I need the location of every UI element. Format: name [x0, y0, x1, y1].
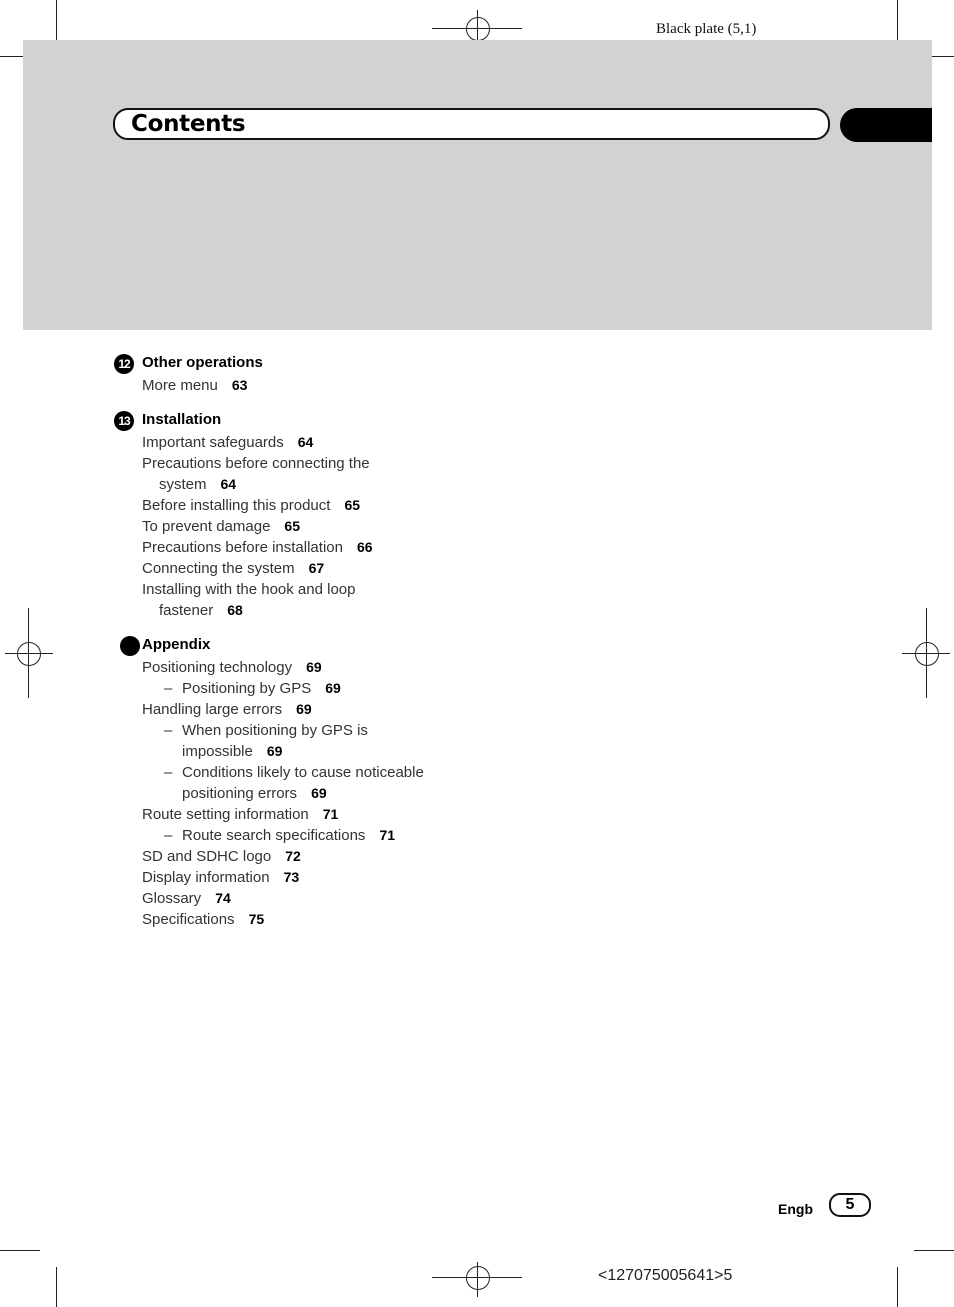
toc-entry-continued: [182, 741, 282, 762]
entry-dash: –: [164, 680, 173, 697]
entry-text: system: [159, 476, 207, 493]
toc-entry: [164, 825, 395, 846]
entry-page: 69: [325, 680, 341, 696]
crop-mark: [0, 1250, 40, 1251]
entry-dash: –: [164, 722, 173, 739]
entry-page: 64: [297, 434, 314, 450]
toc-entry: [142, 453, 370, 474]
entry-text: Specifications: [142, 911, 235, 928]
toc-entry-continued: [159, 600, 243, 621]
entry-page: 71: [322, 806, 339, 822]
toc-entry: [142, 516, 300, 537]
title-frame: [113, 108, 830, 140]
entry-text: Before installing this product: [142, 497, 331, 514]
entry-page: 75: [248, 911, 265, 927]
section-number-badge: 12: [114, 354, 134, 374]
entry-text: positioning errors: [182, 785, 298, 802]
entry-text: Important safeguards: [142, 434, 284, 451]
entry-text: impossible: [182, 743, 253, 760]
entry-page: 66: [356, 539, 373, 555]
section-heading: Other operations: [142, 354, 263, 371]
entry-text: To prevent damage: [142, 518, 271, 535]
toc-entry: [142, 804, 338, 825]
entry-text: Positioning technology: [142, 659, 293, 676]
section-heading: Appendix: [142, 636, 211, 653]
entry-page: 65: [284, 518, 300, 534]
entry-dash: –: [164, 764, 173, 781]
crop-mark: [56, 1267, 57, 1307]
entry-page: 63: [231, 377, 248, 393]
toc-entry: [164, 762, 424, 783]
entry-page: 69: [306, 659, 322, 675]
entry-text: Route search specifications: [182, 827, 366, 844]
entry-page: 67: [308, 560, 325, 576]
toc-entry: [164, 720, 368, 741]
registration-circle: [466, 1266, 490, 1290]
entry-text: Precautions before installation: [142, 539, 343, 556]
crop-mark: [897, 0, 898, 40]
entry-text: Positioning by GPS: [182, 680, 312, 697]
crop-mark: [56, 0, 57, 40]
entry-text: Handling large errors: [142, 701, 283, 718]
entry-page: 74: [215, 890, 231, 906]
entry-page: 65: [344, 497, 361, 513]
registration-circle: [17, 642, 41, 666]
toc-entry: [142, 867, 299, 888]
section-tab: [840, 108, 932, 142]
plate-label: Black plate (5,1): [656, 21, 757, 37]
entry-text: fastener: [159, 602, 214, 619]
entry-text: Installing with the hook and loop: [142, 581, 356, 598]
entry-page: 72: [285, 848, 301, 864]
page-number: 5: [829, 1193, 871, 1217]
entry-text: Precautions before connecting the: [142, 455, 370, 472]
entry-page: 71: [379, 827, 396, 843]
entry-text: Connecting the system: [142, 560, 295, 577]
header-banner: [23, 40, 932, 330]
entry-page: 69: [311, 785, 327, 801]
toc-entry-continued: [159, 474, 236, 495]
entry-page: 68: [227, 602, 243, 618]
toc-entry: [142, 537, 373, 558]
crop-mark: [897, 1267, 898, 1307]
registration-circle: [466, 17, 490, 41]
toc-entry: [142, 846, 301, 867]
toc-entry: [142, 909, 264, 930]
toc-entry: [142, 375, 247, 396]
entry-page: 69: [266, 743, 283, 759]
entry-text: More menu: [142, 377, 218, 394]
entry-text: Display information: [142, 869, 270, 886]
toc-entry: [142, 495, 360, 516]
toc-entry: [164, 678, 341, 699]
entry-text: Conditions likely to cause noticeable: [182, 764, 424, 781]
section-number-badge: [120, 636, 140, 656]
toc-entry: [142, 558, 324, 579]
crop-mark: [914, 1250, 954, 1251]
toc-entry-continued: [182, 783, 327, 804]
toc-entry: [142, 699, 312, 720]
entry-text: Glossary: [142, 890, 202, 907]
document-code: <127075005641>5: [598, 1267, 733, 1284]
toc-entry: [142, 657, 322, 678]
entry-text: When positioning by GPS is: [182, 722, 368, 739]
toc-entry: [142, 888, 231, 909]
entry-page: 64: [220, 476, 237, 492]
language-label: Engb: [778, 1201, 813, 1217]
entry-page: 69: [296, 701, 312, 717]
page-title: Contents: [131, 111, 246, 137]
section-heading: Installation: [142, 411, 222, 428]
section-number-badge: 13: [114, 411, 134, 431]
entry-page: 73: [283, 869, 300, 885]
registration-circle: [915, 642, 939, 666]
entry-text: Route setting information: [142, 806, 309, 823]
toc-entry: [142, 579, 355, 600]
entry-dash: –: [164, 827, 173, 844]
entry-text: SD and SDHC logo: [142, 848, 272, 865]
toc-entry: [142, 432, 313, 453]
